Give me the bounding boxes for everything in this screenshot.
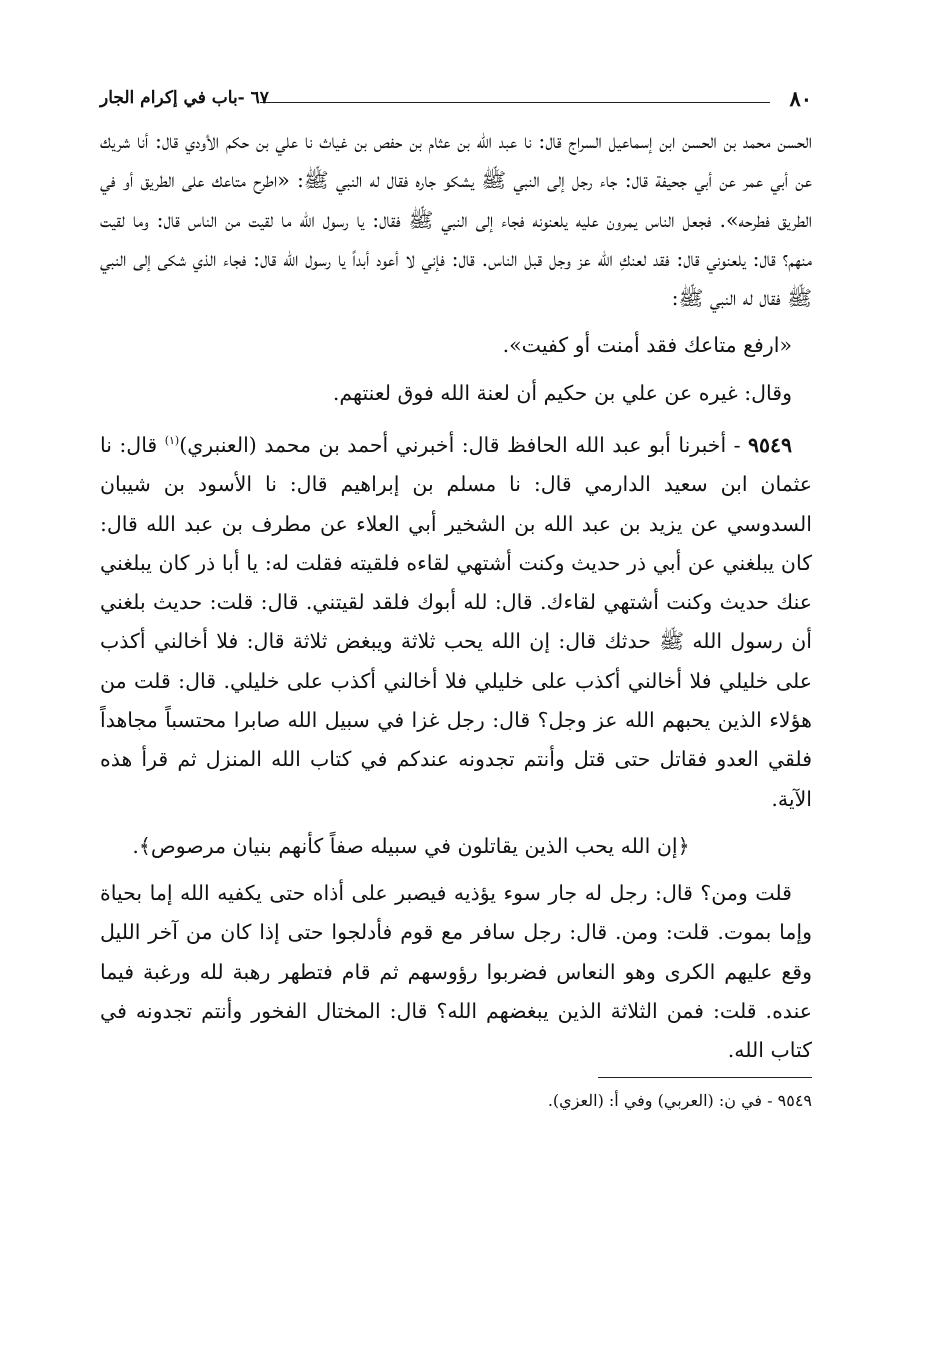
page-header (100, 84, 812, 122)
footnote: ٩٥٤٩ - في ن: (العربي) وفي أ: (العزي). (547, 1090, 812, 1110)
paragraph-other-narration: وقال: غيره عن علي بن حكيم أن لعنة الله فوق لعنتهم. (332, 380, 792, 405)
page-number: ٨٠ (789, 86, 812, 111)
footnote-marker: (١) (164, 434, 180, 448)
paragraph-hadith-end: قلت ومن؟ قال: رجل له جار سوء يؤذيه فيصبر على أذاه حتى يكفيه الله إما بحياة وإما بموت. قلت: ومن. قال: رجل سافر مع قوم فأدلجوا حتى إذا كان من آخر الليل وقع عليهم الكرى وهو النعاس فضربوا رؤوسهم ثم قام فتطهر رهبة لله ورغبة فيما عنده. قلت: فمن الثلاثة الذين يبغضهم الله؟ قال: المختال الفخور وأنتم تجدونه في كتاب الله. (100, 881, 812, 1063)
hadith-text: قال: نا عثمان ابن سعيد الدارمي قال: نا مسلم بن إبراهيم قال: نا الأسود بن شيبان السدوسي عن يزيد بن عبد الله بن الشخير أبي العلاء عن مطرف بن عبد الله قال: كان يبلغني عن أبي ذر حديث وكنت أشتهي لقاءه فلقيته فقلت له: يا أبا ذر كان يبلغني عنك حديث وكنت أشتهي لقاءك. قال: لله أبوك فلقد لقيتني. قال: قلت: حديث بلغني أن رسول الله ﷺ حدثك قال: إن الله يحب ثلاثة ويبغض ثلاثة قال: فلا أخالني أكذب على خليلي فلا أخالني أكذب على خليلي فلا أخالني أكذب على خليلي. قال: قلت من هؤلاء الذين يحبهم الله عز وجل؟ قال: رجل غزا في سبيل الله صابرا محتسباً مجاهداً فلقي العدو فقاتل حتى قتل وأنتم تجدونه عندكم في كتاب الله المنزل ثم قرأ هذه الآية. (100, 432, 812, 811)
paragraph-hadith-continuation: الحسن محمد بن الحسن ابن إسماعيل السراج قال: نا عبد الله بن عثام بن حفص بن غياث نا علي بن حكم الأودي قال: أنا شريك عن أبي عمر عن أبي جحيفة قال: جاء رجل إلى النبي ﷺ يشكو جاره فقال له النبي ﷺ: «اطرح متاعك على الطريق أو في الطريق فطرحه». فجعل الناس يمرون عليه يلعنونه فجاء إلى النبي ﷺ فقال: يا رسول الله ما لقيت من الناس قال: وما لقيت منهم؟ قال: يلعنوني قال: فقد لعنكِ الله عز وجل قبل الناس. قال: فإني لا أعود أبداً يا رسول الله قال: فجاء الذي شكى إلى النبي ﷺ فقال له النبي ﷺ: (100, 129, 812, 311)
book-page (100, 84, 812, 1114)
paragraph-hadith-9549 (100, 421, 812, 819)
footnote-rule (598, 1077, 812, 1078)
chapter-title: ٦٧ -باب في إكرام الجار (100, 88, 269, 108)
paragraph-prophet-quote: «ارفع متاعك فقد أمنت أو كفيت». (502, 333, 792, 358)
hadith-number: ٩٥٤٩ (747, 432, 792, 457)
quran-verse: ﴿إن الله يحب الذين يقاتلون في سبيله صفاً كأنهم بنيان مرصوص﴾. (132, 833, 690, 858)
header-rule (260, 102, 770, 103)
body-text (100, 122, 812, 1071)
hadith-isnad-start: - أخبرنا أبو عبد الله الحافظ قال: أخبرني أحمد بن محمد (العنبري) (179, 432, 741, 457)
